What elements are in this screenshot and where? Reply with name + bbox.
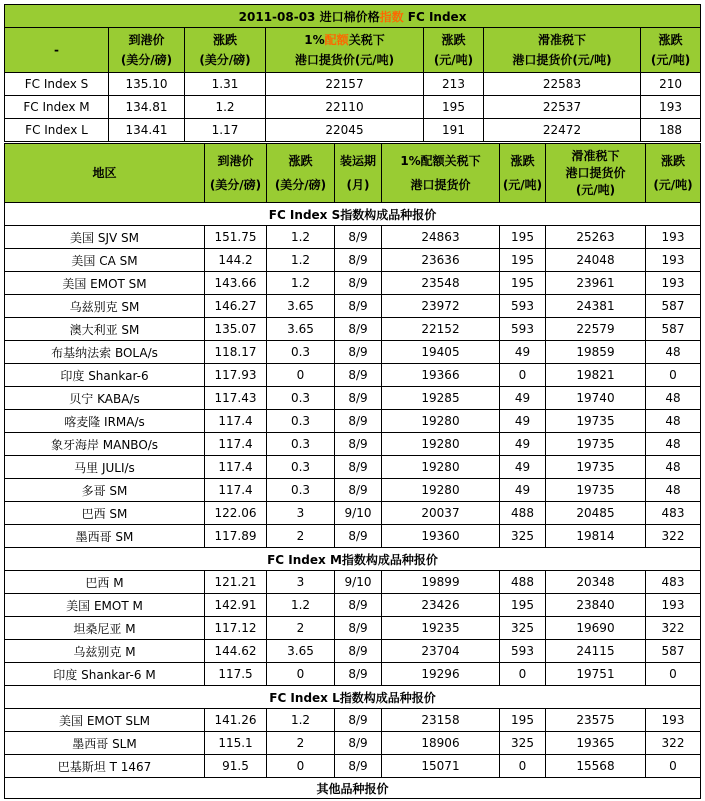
table-cell: 8/9: [335, 709, 382, 732]
table-cell: 141.26: [205, 709, 267, 732]
table-cell: 24863: [382, 226, 500, 249]
table-cell: 15568: [546, 755, 646, 778]
table-cell: 48: [646, 341, 701, 364]
header-change-cents: 涨跌 (美分/磅): [185, 28, 266, 73]
table-cell: 325: [500, 732, 546, 755]
section-title-other: 其他品种报价: [5, 778, 701, 799]
table-cell: 3: [267, 571, 335, 594]
table-cell: 8/9: [335, 341, 382, 364]
table-row: [5, 387, 701, 410]
table-cell: 20485: [546, 502, 646, 525]
table-cell: FC Index S: [5, 73, 109, 96]
header-change-yuan-2: 涨跌 (元/吨): [641, 28, 701, 73]
table-cell: 8/9: [335, 456, 382, 479]
table-cell: 195: [500, 226, 546, 249]
table-cell: 19751: [546, 663, 646, 686]
table-cell: 8/9: [335, 479, 382, 502]
table-cell: 美国 EMOT SM: [5, 272, 205, 295]
table-cell: 19296: [382, 663, 500, 686]
table-cell: 135.10: [109, 73, 185, 96]
table-cell: 19365: [546, 732, 646, 755]
table-cell: 9/10: [335, 571, 382, 594]
header-shipment: 装运期 (月): [335, 144, 382, 203]
table-cell: 23840: [546, 594, 646, 617]
table-cell: 8/9: [335, 433, 382, 456]
table-cell: 48: [646, 410, 701, 433]
table-row: [5, 410, 701, 433]
table-cell: 488: [500, 571, 546, 594]
page-title: 2011-08-03 进口棉价格指数 FC Index: [5, 5, 701, 28]
header-change-cents: 涨跌 (美分/磅): [267, 144, 335, 203]
table-cell: 3: [267, 502, 335, 525]
header-change-yuan-2: 涨跌 (元/吨): [646, 144, 701, 203]
table-cell: 19366: [382, 364, 500, 387]
table-cell: 325: [500, 525, 546, 548]
table-row: [5, 341, 701, 364]
table-cell: 24381: [546, 295, 646, 318]
table-row: [5, 755, 701, 778]
table-cell: 1.31: [185, 73, 266, 96]
table-cell: 23704: [382, 640, 500, 663]
table-cell: 117.4: [205, 456, 267, 479]
table-cell: 117.4: [205, 433, 267, 456]
table-cell: 195: [424, 96, 484, 119]
table-cell: 乌兹别克 M: [5, 640, 205, 663]
table-cell: 1.2: [267, 226, 335, 249]
table-cell: 19735: [546, 410, 646, 433]
table-cell: 23972: [382, 295, 500, 318]
fc-index-summary-table: [4, 4, 701, 142]
table-cell: 8/9: [335, 249, 382, 272]
table-cell: 19405: [382, 341, 500, 364]
table-cell: 210: [641, 73, 701, 96]
table-cell: 188: [641, 119, 701, 142]
table-cell: 8/9: [335, 272, 382, 295]
section-title-l: FC Index L指数构成品种报价: [5, 686, 701, 709]
table-cell: 美国 EMOT SLM: [5, 709, 205, 732]
table-cell: 49: [500, 456, 546, 479]
table-cell: 115.1: [205, 732, 267, 755]
table-cell: 19285: [382, 387, 500, 410]
table-cell: 19899: [382, 571, 500, 594]
table-cell: 布基纳法索 BOLA/s: [5, 341, 205, 364]
table-cell: FC Index L: [5, 119, 109, 142]
table-row: [5, 364, 701, 387]
table-cell: 22537: [484, 96, 641, 119]
table-cell: 1.2: [267, 272, 335, 295]
table-row: [5, 617, 701, 640]
section-title-m: FC Index M指数构成品种报价: [5, 548, 701, 571]
table-cell: 美国 SJV SM: [5, 226, 205, 249]
table-cell: 49: [500, 433, 546, 456]
variety-quote-table: [4, 143, 701, 799]
table-cell: 144.2: [205, 249, 267, 272]
section-title-s: FC Index S指数构成品种报价: [5, 203, 701, 226]
table-cell: 22110: [266, 96, 424, 119]
table-cell: 19735: [546, 479, 646, 502]
table-cell: 19280: [382, 479, 500, 502]
table-row: [5, 73, 701, 96]
table-cell: 193: [646, 709, 701, 732]
table-cell: 马里 JULI/s: [5, 456, 205, 479]
table-cell: 0.3: [267, 410, 335, 433]
table-cell: 117.5: [205, 663, 267, 686]
table-row: [5, 709, 701, 732]
table-cell: 0.3: [267, 387, 335, 410]
table-cell: 144.62: [205, 640, 267, 663]
table-cell: 193: [641, 96, 701, 119]
table-row: [5, 96, 701, 119]
table-cell: 91.5: [205, 755, 267, 778]
table-cell: 25263: [546, 226, 646, 249]
table-cell: 1.2: [267, 594, 335, 617]
header-arrival-price: 到港价 (美分/磅): [205, 144, 267, 203]
table-cell: 121.21: [205, 571, 267, 594]
table-cell: 135.07: [205, 318, 267, 341]
table-cell: 593: [500, 640, 546, 663]
table-cell: 乌兹别克 SM: [5, 295, 205, 318]
table-cell: 印度 Shankar-6: [5, 364, 205, 387]
table-cell: 8/9: [335, 663, 382, 686]
table-cell: 8/9: [335, 387, 382, 410]
table-cell: 1.2: [267, 249, 335, 272]
table-row: [5, 525, 701, 548]
header-quota-price: 1%配额关税下 港口提货价(元/吨): [266, 28, 424, 73]
table-row: [5, 272, 701, 295]
table-cell: 19235: [382, 617, 500, 640]
table-cell: 48: [646, 479, 701, 502]
table-cell: 483: [646, 502, 701, 525]
table-cell: 巴西 SM: [5, 502, 205, 525]
table-cell: 193: [646, 272, 701, 295]
table-cell: 象牙海岸 MANBO/s: [5, 433, 205, 456]
table-cell: 印度 Shankar-6 M: [5, 663, 205, 686]
table-cell: 15071: [382, 755, 500, 778]
table-row: [5, 732, 701, 755]
header-change-yuan: 涨跌 (元/吨): [500, 144, 546, 203]
table-cell: 2: [267, 525, 335, 548]
table-cell: 8/9: [335, 594, 382, 617]
table-cell: 593: [500, 295, 546, 318]
table-row: [5, 226, 701, 249]
table-cell: 22152: [382, 318, 500, 341]
header-quota-price: 1%配额关税下 港口提货价: [382, 144, 500, 203]
table-cell: 213: [424, 73, 484, 96]
table-row: [5, 571, 701, 594]
table-cell: 117.93: [205, 364, 267, 387]
table-cell: 1.2: [185, 96, 266, 119]
table-cell: 24115: [546, 640, 646, 663]
table-cell: 325: [500, 617, 546, 640]
table-cell: 22579: [546, 318, 646, 341]
table-row: [5, 502, 701, 525]
table-row: [5, 456, 701, 479]
table-cell: 0: [646, 663, 701, 686]
table-cell: 0: [267, 755, 335, 778]
table-cell: 20348: [546, 571, 646, 594]
table-cell: 117.4: [205, 410, 267, 433]
table-row: [5, 663, 701, 686]
table-cell: 193: [646, 226, 701, 249]
table-cell: 488: [500, 502, 546, 525]
table-cell: 巴西 M: [5, 571, 205, 594]
table-cell: 8/9: [335, 410, 382, 433]
table-cell: 19821: [546, 364, 646, 387]
table-cell: 1.2: [267, 709, 335, 732]
table-cell: 117.4: [205, 479, 267, 502]
table-cell: 0: [646, 755, 701, 778]
table-cell: 49: [500, 410, 546, 433]
table-cell: 22583: [484, 73, 641, 96]
table-cell: 9/10: [335, 502, 382, 525]
table-cell: 587: [646, 295, 701, 318]
table-cell: 0: [500, 755, 546, 778]
table-cell: 483: [646, 571, 701, 594]
table-cell: 0: [500, 663, 546, 686]
table-cell: 195: [500, 709, 546, 732]
table-cell: 22157: [266, 73, 424, 96]
table-cell: 23426: [382, 594, 500, 617]
header-sliding-price: 滑准税下 港口提货价 (元/吨): [546, 144, 646, 203]
table-cell: 2: [267, 617, 335, 640]
table-cell: 8/9: [335, 364, 382, 387]
table-row: [5, 594, 701, 617]
table-row: [5, 295, 701, 318]
table-cell: 2: [267, 732, 335, 755]
table-cell: 美国 EMOT M: [5, 594, 205, 617]
table-cell: 8/9: [335, 226, 382, 249]
table-cell: 195: [500, 594, 546, 617]
table-cell: 18906: [382, 732, 500, 755]
table-cell: 0: [267, 364, 335, 387]
table-cell: 49: [500, 479, 546, 502]
table-cell: 193: [646, 594, 701, 617]
table-cell: 23575: [546, 709, 646, 732]
header-sliding-price: 滑准税下 港口提货价(元/吨): [484, 28, 641, 73]
table-cell: 322: [646, 732, 701, 755]
table-row: [5, 249, 701, 272]
table-cell: 19859: [546, 341, 646, 364]
table-cell: 0.3: [267, 341, 335, 364]
table-cell: 49: [500, 341, 546, 364]
table-row: [5, 119, 701, 142]
table-cell: 墨西哥 SM: [5, 525, 205, 548]
table-cell: 3.65: [267, 295, 335, 318]
table-cell: 19735: [546, 433, 646, 456]
table-cell: 19280: [382, 410, 500, 433]
table-cell: FC Index M: [5, 96, 109, 119]
table-cell: 0.3: [267, 456, 335, 479]
table-cell: 贝宁 KABA/s: [5, 387, 205, 410]
table-row: [5, 640, 701, 663]
table-cell: 美国 CA SM: [5, 249, 205, 272]
table-cell: 23636: [382, 249, 500, 272]
table-cell: 593: [500, 318, 546, 341]
table-cell: 117.43: [205, 387, 267, 410]
table-cell: 23961: [546, 272, 646, 295]
table-cell: 322: [646, 617, 701, 640]
table-cell: 19280: [382, 456, 500, 479]
table-cell: 0: [500, 364, 546, 387]
table-cell: 134.81: [109, 96, 185, 119]
table-cell: 142.91: [205, 594, 267, 617]
table-cell: 19280: [382, 433, 500, 456]
table-cell: 587: [646, 318, 701, 341]
table-cell: 122.06: [205, 502, 267, 525]
table-cell: 24048: [546, 249, 646, 272]
table-cell: 8/9: [335, 640, 382, 663]
table-cell: 澳大利亚 SM: [5, 318, 205, 341]
table-cell: 巴基斯坦 T 1467: [5, 755, 205, 778]
table-cell: 19360: [382, 525, 500, 548]
table-cell: 喀麦隆 IRMA/s: [5, 410, 205, 433]
table-cell: 19690: [546, 617, 646, 640]
table-cell: 8/9: [335, 732, 382, 755]
header-arrival-price: 到港价 (美分/磅): [109, 28, 185, 73]
table-cell: 0.3: [267, 433, 335, 456]
table-cell: 多哥 SM: [5, 479, 205, 502]
table-cell: 146.27: [205, 295, 267, 318]
table-cell: 151.75: [205, 226, 267, 249]
table-cell: 8/9: [335, 525, 382, 548]
table-cell: 0: [646, 364, 701, 387]
header-change-yuan: 涨跌 (元/吨): [424, 28, 484, 73]
table-cell: 117.12: [205, 617, 267, 640]
table-cell: 195: [500, 249, 546, 272]
table-cell: 3.65: [267, 640, 335, 663]
table-cell: 118.17: [205, 341, 267, 364]
table-cell: 20037: [382, 502, 500, 525]
table-cell: 48: [646, 456, 701, 479]
table-row: [5, 318, 701, 341]
table-cell: 322: [646, 525, 701, 548]
table-cell: 1.17: [185, 119, 266, 142]
table-cell: 587: [646, 640, 701, 663]
table-cell: 143.66: [205, 272, 267, 295]
table-cell: 48: [646, 387, 701, 410]
table-cell: 8/9: [335, 617, 382, 640]
table-cell: 23548: [382, 272, 500, 295]
table-cell: 8/9: [335, 295, 382, 318]
table-cell: 0: [267, 663, 335, 686]
header-index: -: [5, 28, 109, 73]
table-cell: 195: [500, 272, 546, 295]
table-cell: 墨西哥 SLM: [5, 732, 205, 755]
table-cell: 23158: [382, 709, 500, 732]
table-row: [5, 479, 701, 502]
table-cell: 8/9: [335, 755, 382, 778]
table-cell: 191: [424, 119, 484, 142]
table-row: [5, 433, 701, 456]
table-cell: 134.41: [109, 119, 185, 142]
table-cell: 3.65: [267, 318, 335, 341]
table-cell: 19814: [546, 525, 646, 548]
table-cell: 坦桑尼亚 M: [5, 617, 205, 640]
table-cell: 49: [500, 387, 546, 410]
table-cell: 48: [646, 433, 701, 456]
table-cell: 19740: [546, 387, 646, 410]
table-cell: 193: [646, 249, 701, 272]
header-region: 地区: [5, 144, 205, 203]
table-cell: 8/9: [335, 318, 382, 341]
table-cell: 117.89: [205, 525, 267, 548]
table-cell: 22472: [484, 119, 641, 142]
table-cell: 22045: [266, 119, 424, 142]
table-cell: 19735: [546, 456, 646, 479]
table-cell: 0.3: [267, 479, 335, 502]
